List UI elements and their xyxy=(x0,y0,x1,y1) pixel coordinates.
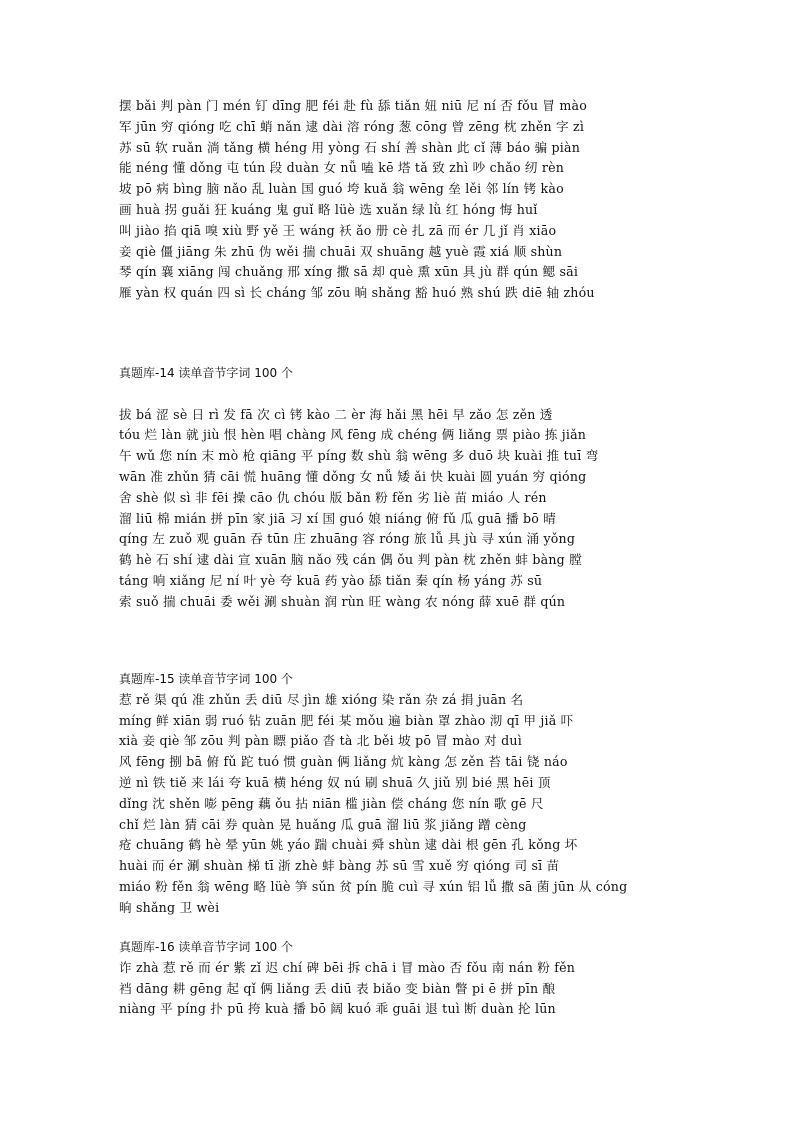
word-line: 晌 shǎng 卫 wèi xyxy=(119,899,220,915)
word-line: 苏 sū 软 ruǎn 淌 tǎng 横 héng 用 yòng 石 shí 善 shàn 此 cǐ 薄 báo 骗 piàn xyxy=(119,139,581,155)
section-15 xyxy=(119,669,679,919)
word-line: huài 而 ér 涮 shuàn 梯 tī 浙 zhè 蚌 bàng 苏 sū 雪 xuě 穷 qióng 司 sī 苗 xyxy=(119,858,560,874)
word-list-block xyxy=(119,96,679,304)
word-line: 坡 pō 病 bìng 脑 nǎo 乱 luàn 国 guó 垮 kuǎ 翁 wēng 垒 lěi 邻 lín 铐 kào xyxy=(119,181,564,197)
word-line: qíng 左 zuǒ 观 guān 吞 tūn 庄 zhuāng 容 róng 旅 lǚ 具 jù 寻 xún 涌 yǒng xyxy=(119,531,576,547)
word-line: miáo 粉 fěn 翁 wēng 略 lüè 笋 sǔn 贫 pín 脆 cuì 寻 xún 铝 lǚ 撒 sā 菌 jūn 从 cóng xyxy=(119,878,628,894)
word-line: 疮 chuāng 鹤 hè 晕 yūn 姚 yáo 踹 chuài 舜 shùn 逮 dài 根 gēn 孔 kǒng 坏 xyxy=(119,837,578,853)
word-line: 裆 dāng 耕 gēng 起 qǐ 俩 liǎng 丢 diū 表 biǎo 变 biàn 瞥 pi ē 拼 pīn 酿 xyxy=(119,980,556,996)
word-line: 舍 shè 似 sì 非 fēi 操 cāo 仇 chóu 版 bǎn 粉 fěn 劣 liè 苗 miáo 人 rén xyxy=(119,489,547,505)
word-line: 拔 bá 涩 sè 日 rì 发 fā 次 cì 铐 kào 二 èr 海 hǎi 黑 hēi 早 zǎo 怎 zěn 透 xyxy=(119,406,553,422)
word-line: wān 准 zhǔn 猜 cāi 慌 huāng 懂 dǒng 女 nǚ 矮 ǎi 快 kuài 圆 yuán 穷 qióng xyxy=(119,468,587,484)
word-line: xià 妾 qiè 邹 zōu 判 pàn 瞟 piǎo 沓 tà 北 běi 坡 pō 冒 mào 对 duì xyxy=(119,733,522,749)
word-line: 风 fēng 捌 bā 俯 fǔ 跎 tuó 惯 guàn 俩 liǎng 炕 kàng 怎 zěn 苔 tāi 铙 náo xyxy=(119,754,568,770)
word-line: 画 huà 拐 guǎi 狂 kuáng 鬼 guǐ 略 lüè 选 xuǎn 绿 lǜ 红 hóng 悔 huǐ xyxy=(119,201,538,217)
word-line: míng 鲜 xiān 弱 ruó 钻 zuān 肥 féi 某 mǒu 遍 biàn 罩 zhào 沏 qī 甲 jiǎ 吓 xyxy=(119,712,574,728)
word-line: tóu 烂 làn 就 jiù 恨 hèn 唱 chàng 风 fēng 成 chéng 俩 liǎng 票 piào 拣 jiǎn xyxy=(119,427,587,443)
word-line: 叫 jiào 掐 qiā 嗅 xiù 野 yě 王 wáng 袄 ǎo 册 cè 扎 zā 而 ér 几 jǐ 肖 xiāo xyxy=(119,222,557,238)
word-line: 逆 nì 铁 tiě 来 lái 夸 kuā 横 héng 奴 nú 刷 shuā 久 jiǔ 别 bié 黑 hēi 顶 xyxy=(119,774,551,790)
section-heading: 真题库-16 读单音节字词 100 个 xyxy=(119,940,293,954)
word-line: dǐng 沈 shěn 嘭 pēng 藕 ǒu 拈 niān 槛 jiàn 偿 cháng 您 nín 歌 gē 尺 xyxy=(119,795,544,811)
word-line: 诈 zhà 惹 rě 而 ér 紫 zǐ 迟 chí 碑 bēi 拆 chā i 冒 mào 否 fǒu 南 nán 粉 fěn xyxy=(119,959,576,975)
section-heading: 真题库-14 读单音节字词 100 个 xyxy=(119,366,293,380)
word-line: 摆 bǎi 判 pàn 门 mén 钉 dīng 肥 féi 赴 fù 舔 tiǎn 妞 niū 尼 ní 否 fǒu 冒 mào xyxy=(119,98,588,113)
word-line: chǐ 烂 làn 猜 cāi 券 quàn 晃 huǎng 瓜 guā 溜 liū 浆 jiǎng 蹭 cèng xyxy=(119,816,527,832)
word-line: 军 jūn 穷 qióng 吃 chī 蛸 nǎn 逮 dài 溶 róng 葱 cōng 曾 zēng 枕 zhěn 字 zì xyxy=(119,118,585,134)
section-16 xyxy=(119,937,679,1020)
word-line: 溜 liū 棉 mián 拼 pīn 家 jiā 习 xí 国 guó 娘 niáng 俯 fǔ 瓜 guā 播 bō 晴 xyxy=(119,510,556,526)
word-line: 妾 qiè 僵 jiāng 朱 zhū 伪 wěi 揣 chuāi 双 shuāng 越 yuè 霞 xiá 顺 shùn xyxy=(119,243,563,259)
section-heading: 真题库-15 读单音节字词 100 个 xyxy=(119,672,293,686)
word-line: 雁 yàn 权 quán 四 sì 长 cháng 邹 zōu 晌 shǎng 豁 huó 熟 shú 跌 diē 轴 zhóu xyxy=(119,285,595,301)
word-line: 惹 rě 渠 qú 准 zhǔn 丢 diū 尽 jìn 雄 xióng 染 rǎn 杂 zá 捐 juān 名 xyxy=(119,691,524,707)
word-line: táng 响 xiǎng 尼 ní 叶 yè 夸 kuā 药 yào 舔 tiǎn 秦 qín 杨 yáng 苏 sū xyxy=(119,572,543,588)
word-line: niàng 平 píng 扑 pū 挎 kuà 播 bō 阔 kuó 乖 guāi 退 tuì 断 duàn 抡 lūn xyxy=(119,1001,556,1017)
blank-line xyxy=(119,384,679,405)
word-line: 索 suǒ 揣 chuāi 委 wěi 涮 shuàn 润 rùn 旺 wàng 农 nóng 薛 xuē 群 qún xyxy=(119,593,566,609)
word-line: 琴 qín 襄 xiāng 闯 chuǎng 邢 xíng 撒 sā 却 què 熏 xūn 具 jù 群 qún 鳃 sāi xyxy=(119,264,579,280)
word-line: 能 néng 懂 dǒng 屯 tún 段 duàn 女 nǚ 嗑 kē 塔 tǎ 致 zhì 吵 chǎo 纫 rèn xyxy=(119,160,565,176)
section-14 xyxy=(119,363,679,613)
word-line: 午 wǔ 您 nín 末 mò 枪 qiāng 平 píng 数 shù 翁 wēng 多 duō 块 kuài 推 tuī 弯 xyxy=(119,448,599,464)
word-line: 鹤 hè 石 shí 逮 dài 宣 xuān 脑 nǎo 残 cán 偶 ǒu 判 pàn 枕 zhěn 蚌 bàng 膛 xyxy=(119,552,582,568)
